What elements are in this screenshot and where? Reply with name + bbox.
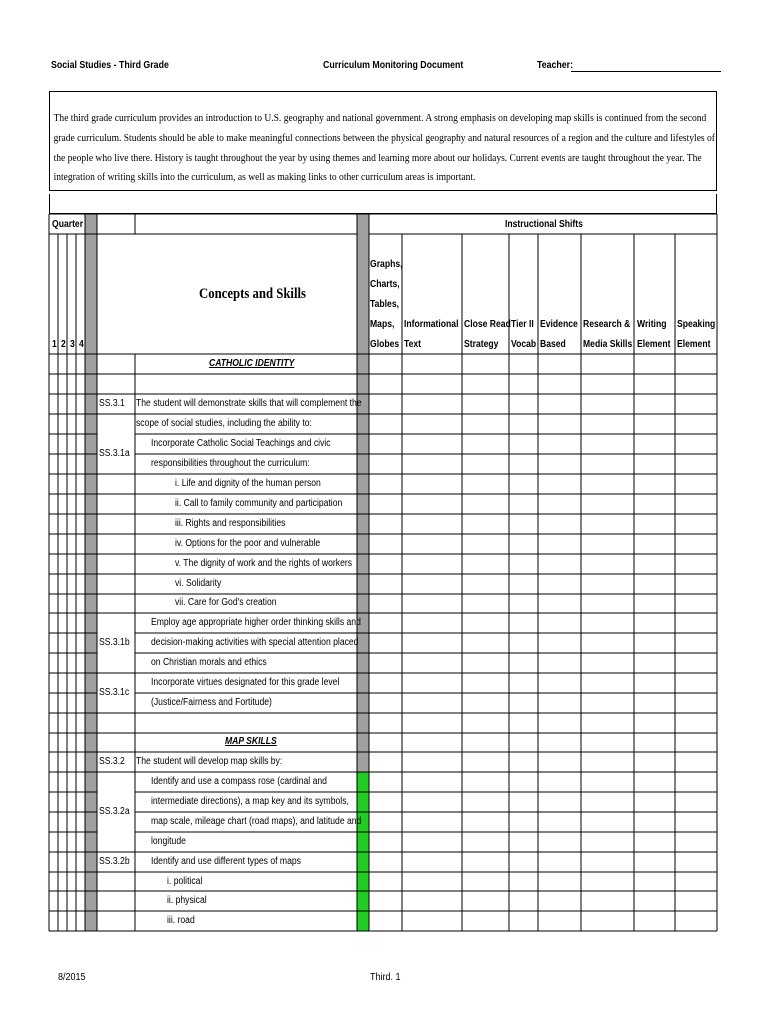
code-ss32b: SS.3.2b: [99, 856, 130, 867]
merge-d: [98, 792, 135, 793]
concept-line: longitude: [151, 836, 186, 847]
section-map-skills: MAP SKILLS: [225, 736, 277, 747]
shade-col-q: [85, 214, 97, 931]
footer-date: 8/2015: [58, 972, 86, 983]
quarter-1: 1: [52, 339, 57, 350]
shift-info-2: Text: [404, 339, 422, 350]
shift-research-1: Research &: [583, 319, 631, 330]
shift-graphs-4: Maps,: [370, 319, 395, 330]
quarter-4: 4: [79, 339, 84, 350]
merge-q1: [50, 235, 58, 339]
merge-q3: [68, 235, 76, 339]
shift-info-1: Informational: [404, 319, 459, 330]
shift-evidence-2: Based: [540, 339, 566, 350]
concept-line: i. political: [167, 876, 203, 887]
merge-q2: [59, 235, 67, 339]
quarter-2: 2: [61, 339, 66, 350]
shift-speaking-2: Element: [677, 339, 711, 350]
code-ss31a: SS.3.1a: [99, 448, 130, 459]
concept-line: decision-making activities with special attention placed: [151, 637, 359, 648]
shift-speaking-1: Speaking: [677, 319, 716, 330]
concept-line: iv. Options for the poor and vulnerable: [175, 538, 321, 549]
shift-graphs-2: Charts,: [370, 279, 400, 290]
page-number: Third. 1: [370, 972, 401, 983]
teacher-label: Teacher:: [537, 60, 574, 71]
concept-line: map scale, mileage chart (road maps), and latitude and: [151, 816, 362, 827]
merge-q4: [77, 235, 85, 339]
code-ss31b: SS.3.1b: [99, 637, 130, 648]
shift-writing-1: Writing: [637, 319, 667, 330]
concept-line: vi. Solidarity: [175, 578, 222, 589]
concept-line: Identify and use different types of maps: [151, 856, 301, 867]
concept-line: responsibilities throughout the curriculum:: [151, 458, 310, 469]
instructional-shifts-label: Instructional Shifts: [505, 219, 583, 230]
concept-line: iii. Rights and responsibilities: [175, 518, 286, 529]
concept-line: Incorporate Catholic Social Teachings and civic: [151, 438, 331, 449]
section-catholic-identity: CATHOLIC IDENTITY: [209, 358, 295, 369]
shift-tier-2: Vocab: [511, 339, 537, 350]
merge-a: [98, 434, 135, 435]
concepts-title: Concepts and Skills: [199, 286, 306, 302]
shift-writing-2: Element: [637, 339, 671, 350]
shift-close-2: Strategy: [464, 339, 499, 350]
merge-d3: [98, 832, 135, 833]
code-ss31c: SS.3.1c: [99, 687, 130, 698]
quarter-label: Quarter: [52, 219, 84, 230]
concept-line: on Christian morals and ethics: [151, 657, 267, 668]
code-ss32a: SS.3.2a: [99, 806, 130, 817]
concept-line: (Justice/Fairness and Fortitude): [151, 697, 272, 708]
concept-line: scope of social studies, including the ability to:: [136, 418, 312, 429]
concept-line: Employ age appropriate higher order thinking skills and: [151, 617, 361, 628]
concept-line: iii. road: [167, 915, 195, 926]
concept-line: ii. Call to family community and participation: [175, 498, 343, 509]
concept-line: Incorporate virtues designated for this grade level: [151, 677, 340, 688]
concept-line: The student will develop map skills by:: [136, 756, 283, 767]
doc-title: Curriculum Monitoring Document: [323, 60, 464, 71]
code-ss32: SS.3.2: [99, 756, 125, 767]
concept-line: vii. Care for God's creation: [175, 597, 277, 608]
shift-evidence-1: Evidence: [540, 319, 578, 330]
merge-b2: [98, 653, 135, 654]
intro-text: The third grade curriculum provides an introduction to U.S. geography and national government. A strong emphasis on developing map skills is continued from the second grade curriculum. Students should be able to make meaningful connections between the physical geography and natural resources of a region and the culture and lifestyles of the people who live there. History is taught throughout the year by using themes and learning more about our holidays. Current events are taught throughout the year. The integration of writing skills into the curriculum, as well as making links to other curriculum areas is important.: [53, 113, 715, 184]
merge-b: [98, 633, 135, 634]
doc-subject: Social Studies - Third Grade: [51, 60, 169, 71]
shift-close-1: Close Read: [464, 319, 511, 330]
shift-graphs-3: Tables,: [370, 299, 399, 310]
shift-research-2: Media Skills: [583, 339, 633, 350]
concept-line: intermediate directions), a map key and its symbols,: [151, 796, 349, 807]
quarter-3: 3: [70, 339, 75, 350]
shift-graphs-5: Globes: [370, 339, 400, 350]
concept-line: i. Life and dignity of the human person: [175, 478, 321, 489]
concept-line: The student will demonstrate skills that will complement the: [136, 398, 362, 409]
concept-line: ii. physical: [167, 895, 207, 906]
concept-line: v. The dignity of work and the rights of workers: [175, 558, 353, 569]
code-ss31: SS.3.1: [99, 398, 125, 409]
shift-tier-1: Tier II: [511, 319, 534, 330]
concept-line: Identify and use a compass rose (cardinal and: [151, 776, 327, 787]
shift-graphs-1: Graphs,: [370, 259, 403, 270]
